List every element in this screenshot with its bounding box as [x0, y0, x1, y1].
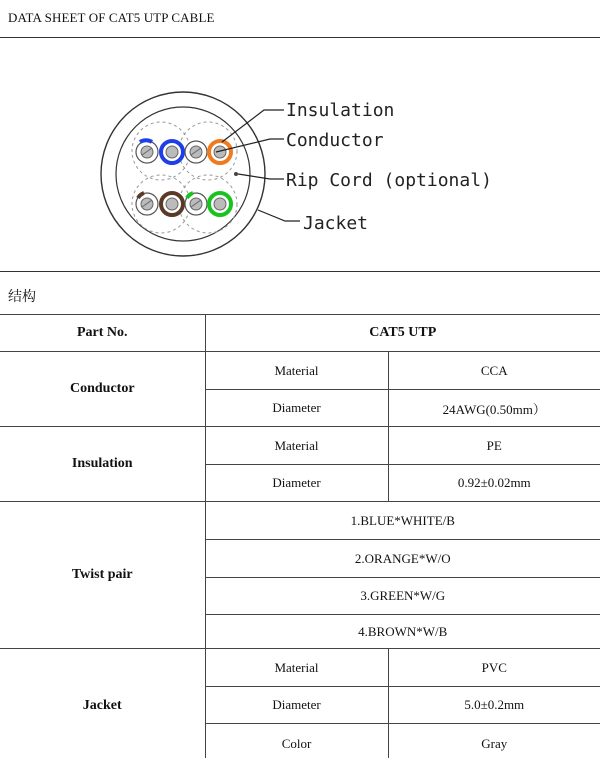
insulation-diameter-label: Diameter [205, 465, 388, 502]
wire-white-blue [136, 140, 158, 163]
section-label-structure: 结构 [8, 289, 36, 305]
jacket-material-value: PVC [388, 649, 600, 687]
table-row [0, 502, 600, 540]
table-row [0, 649, 600, 687]
twist-pair-item: 4.BROWN*W/B [205, 615, 600, 649]
spec-table [0, 314, 600, 758]
twist-pair-item: 3.GREEN*W/G [205, 578, 600, 615]
conductor-material-value: CCA [388, 352, 600, 390]
wire-green [209, 193, 231, 215]
conductor-material-label: Material [205, 352, 388, 390]
document-title: DATA SHEET OF CAT5 UTP CABLE [8, 10, 215, 25]
jacket-diameter-value: 5.0±0.2mm [388, 687, 600, 724]
twist-pair-item: 2.ORANGE*W/O [205, 540, 600, 578]
insulation-material-value: PE [388, 427, 600, 465]
callout-rip-cord: Rip Cord (optional) [286, 170, 492, 191]
header-part-no: Part No. [0, 315, 205, 352]
cable-cross-section-diagram [0, 38, 600, 270]
wire-white-brown [136, 193, 158, 215]
jacket-material-label: Material [205, 649, 388, 687]
jacket-inner-ring [116, 107, 250, 241]
jacket-color-value: Gray [388, 724, 600, 758]
jacket-color-label: Color [205, 724, 388, 758]
wire-orange [209, 141, 231, 163]
insulation-material-label: Material [205, 427, 388, 465]
insulation-diameter-value: 0.92±0.02mm [388, 465, 600, 502]
wire-brown [161, 193, 183, 215]
callout-jacket: Jacket [303, 213, 369, 234]
group-twist-pair: Twist pair [0, 502, 205, 649]
group-conductor: Conductor [0, 352, 205, 427]
wire-white-green [185, 193, 207, 215]
wire-blue [161, 141, 183, 163]
twist-pair-item: 1.BLUE*WHITE/B [205, 502, 600, 540]
header-model: CAT5 UTP [205, 315, 600, 352]
cable-cross-section-svg [0, 38, 600, 270]
table-row [0, 427, 600, 465]
callout-insulation: Insulation [286, 100, 395, 121]
rip-cord-mark [234, 172, 238, 176]
table-header-row [0, 315, 600, 352]
conductor-diameter-value: 24AWG(0.50mm） [388, 390, 600, 427]
wire-white-orange [185, 141, 207, 163]
callout-conductor: Conductor [286, 130, 384, 151]
section-divider [0, 271, 600, 272]
table-row [0, 352, 600, 390]
group-jacket: Jacket [0, 649, 205, 758]
jacket-diameter-label: Diameter [205, 687, 388, 724]
leader-jacket [258, 210, 300, 221]
group-insulation: Insulation [0, 427, 205, 502]
conductor-diameter-label: Diameter [205, 390, 388, 427]
